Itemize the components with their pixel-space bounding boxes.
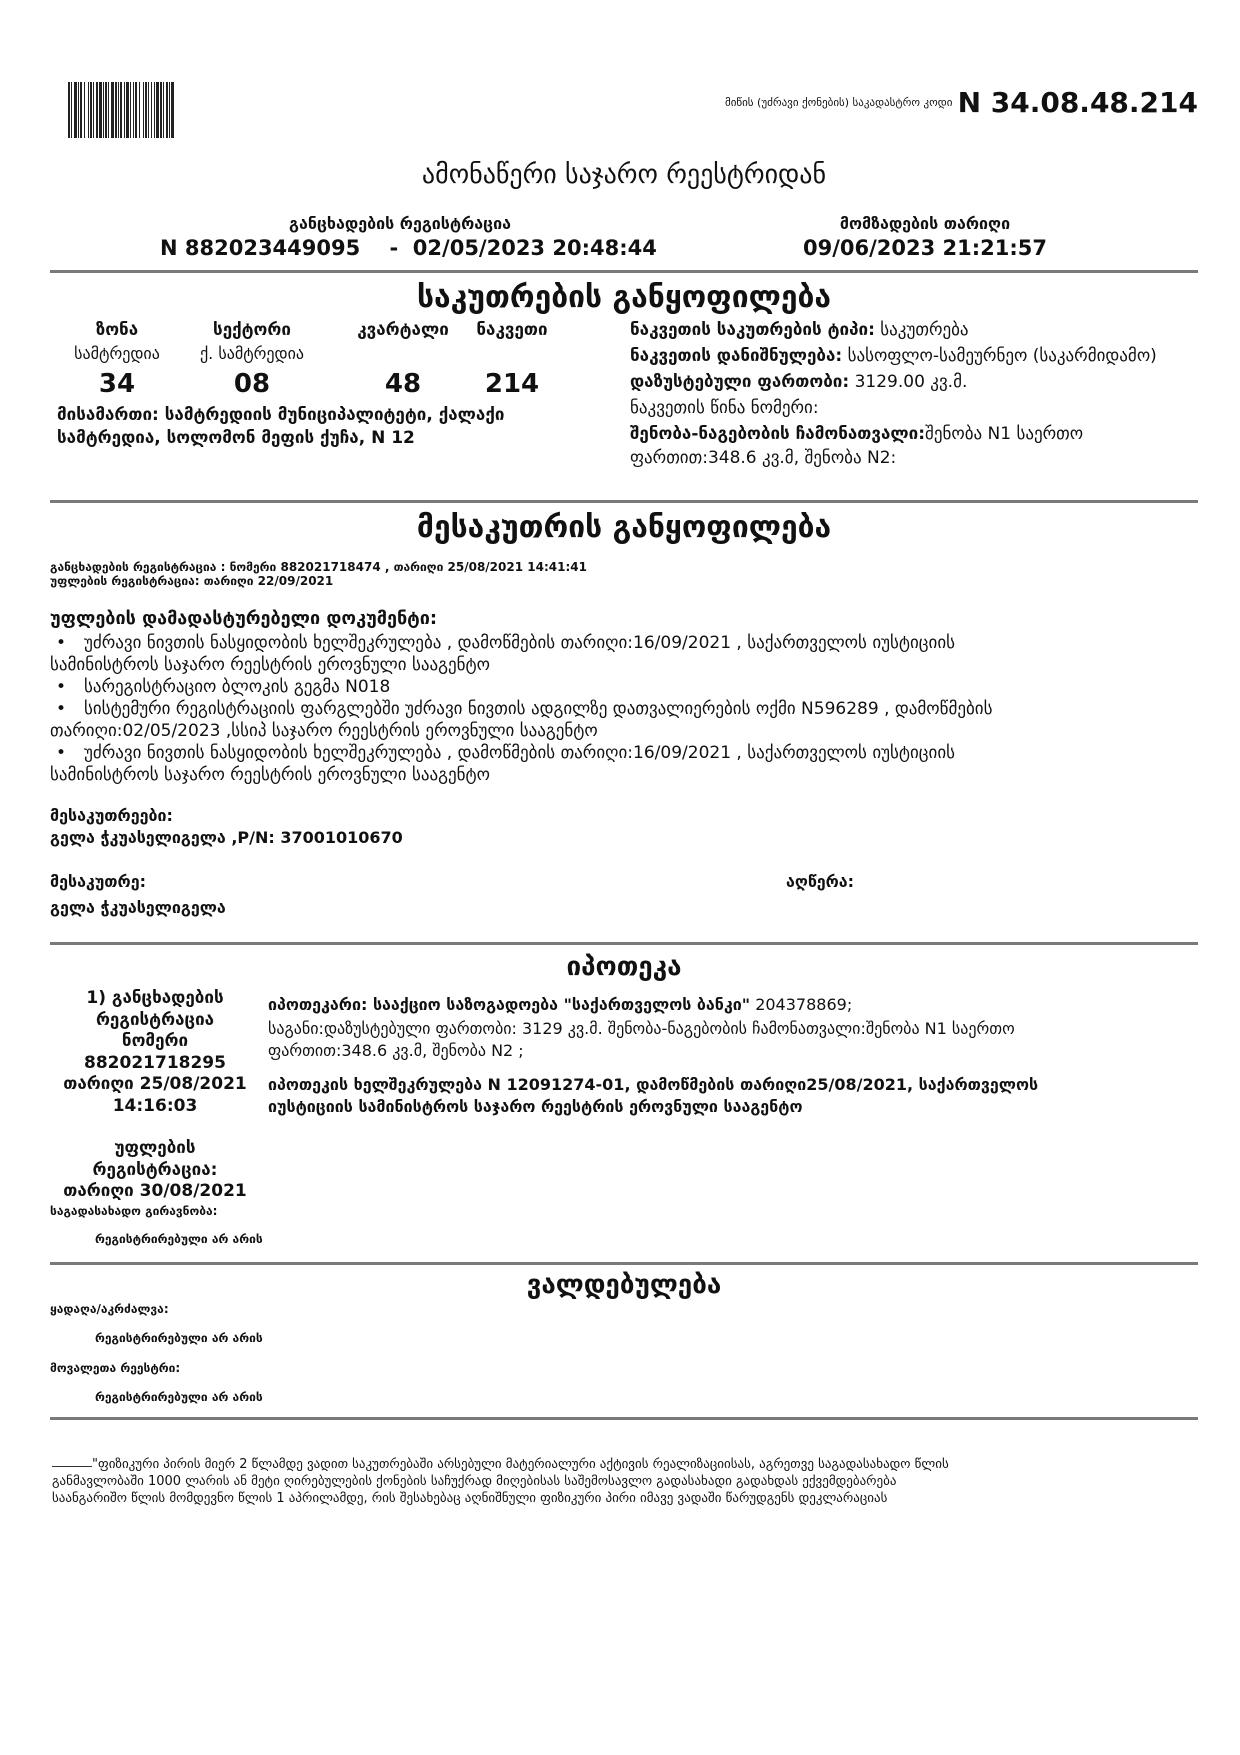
parcel-header: ნაკვეთი — [476, 320, 548, 340]
mortgage-details — [268, 994, 1068, 1118]
seizure-value: რეგისტრირებული არ არის — [95, 1331, 263, 1345]
sector-code: 08 — [233, 369, 271, 399]
zone-header: ზონა — [95, 320, 139, 340]
document-item: • სარეგისტრაციო ბლოკის გეგმა N018 — [50, 676, 1050, 698]
parcel-name — [462, 340, 562, 364]
quarter-header: კვარტალი — [357, 320, 449, 340]
property-section-title: საკუთრების განყოფილება — [416, 280, 832, 315]
obligations-section-title: ვალდებულება — [526, 1270, 722, 1300]
barcode-bar — [174, 82, 176, 138]
footer-line: "ფიზიკური პირის მიერ 2 წლამდე ვადით საკუთრებაში არსებული მატერიალური აქტივის რეალიზაციისას, აგრეთვე საგადასახადო წლის — [92, 1457, 949, 1472]
zone-code: 34 — [98, 369, 136, 399]
mortgage-app-time: 14:16:03 — [112, 1095, 198, 1116]
mortgagee-id: 204378869; — [750, 995, 853, 1014]
purpose-value: სასოფლო-სამეურნეო (საკარმიდამო) — [847, 346, 1157, 366]
parcel-column — [462, 320, 562, 404]
application-registration-line: განცხადების რეგისტრაცია : ნომერი 882021718474 , თარიღი 25/08/2021 14:41:41 — [50, 560, 587, 574]
parcel-code: 214 — [484, 369, 540, 399]
ownership-type-label: ნაკვეთის საკუთრების ტიპი: — [630, 320, 875, 340]
mortgage-app-line: რეგისტრაცია — [95, 1009, 215, 1030]
mortgage-app-line: 1) განცხადების — [86, 988, 224, 1008]
right-reg-date: თარიღი 30/08/2021 — [63, 1181, 247, 1201]
divider — [50, 1417, 1198, 1420]
sector-column — [182, 320, 322, 404]
mortgage-app-number: 882021718295 — [84, 1052, 226, 1073]
zone-column — [57, 320, 177, 404]
purpose-label: ნაკვეთის დანიშნულება: — [630, 346, 843, 366]
tax-lien-label: საგადასახადო გირავნობა: — [50, 1204, 218, 1218]
previous-number-label: ნაკვეთის წინა ნომერი: — [630, 398, 819, 418]
right-registration-line: უფლების რეგისტრაცია: თარიღი 22/09/2021 — [50, 574, 334, 588]
quarter-column — [338, 320, 468, 404]
right-reg-line: უფლების — [114, 1138, 196, 1158]
mortgage-right-registration — [50, 1138, 260, 1203]
zone-name: სამტრედია — [74, 344, 160, 363]
owner-registration-info — [50, 560, 587, 588]
ownership-type-value: საკუთრება — [880, 320, 969, 340]
debtors-registry-label: მოვალეთა რეესტრი: — [50, 1361, 181, 1375]
buildings-value: შენობა N1 საერთო ფართით:348.6 კვ.მ, შენობა N2: — [630, 424, 1084, 468]
address: მისამართი: სამტრედიის მუნიციპალიტეტი, ქალაქი სამტრედია, სოლომონ მეფის ქუჩა, N 12 — [57, 405, 505, 448]
cadastral-code: N 34.08.48.214 — [957, 86, 1198, 119]
footer-line: საანგარიშო წლის მომდევნო წლის 1 აპრილამდე, რის შესახებაც აღნიშნული ფიზიკური პირი იმავე ვადაში წარუდგენს დეკლარაციას — [52, 1491, 888, 1506]
sector-header: სექტორი — [213, 320, 291, 340]
mortgage-application-block — [50, 988, 260, 1117]
mortgagee-label: იპოთეკარი — [268, 995, 361, 1014]
sector-name: ქ. სამტრედია — [199, 344, 305, 363]
cadastral-code-label: მიწის (უძრავი ქონების) საკადასტრო კოდი — [724, 96, 953, 109]
debtors-registry-value: რეგისტრირებული არ არის — [95, 1390, 263, 1404]
owners-name: გელა ჭკუასელიგელა ,P/N: 37001010670 — [50, 828, 403, 847]
right-reg-line: რეგისტრაცია: — [92, 1159, 218, 1180]
tax-lien-value: რეგისტრირებული არ არის — [95, 1232, 263, 1246]
property-details — [630, 318, 1190, 470]
document-item: • სისტემური რეგისტრაციის ფარგლებში უძრავი ნივთის ადგილზე დათვალიერების ოქმი N596289 , დამოწმების თარიღი:02/05/2023 ,სსიპ საჯარო რეესტრის ეროვნული სააგენტო — [50, 698, 1050, 742]
footer-note — [52, 1456, 1202, 1507]
owner-label: მესაკუთრე: — [50, 872, 146, 891]
document-item: • უძრავი ნივთის ნასყიდობის ხელშეკრულება , დამოწმების თარიღი:16/09/2021 , საქართველოს იუსტიციის სამინისტროს საჯარო რეესტრის ეროვნული სააგენტო — [50, 632, 1050, 676]
divider — [50, 1262, 1198, 1265]
mortgagee-value: : სააქციო საზოგადოება "საქართველოს ბანკი" — [360, 995, 751, 1014]
mortgage-contract: იპოთეკის ხელშეკრულება N 12091274-01, დამოწმების თარიღი25/08/2021, საქართველოს იუსტიციის სამინისტროს საჯარო რეესტრის ეროვნული სააგენტო — [268, 1075, 1039, 1116]
prepared-date-value: 09/06/2023 21:21:57 — [802, 236, 1047, 260]
description-label: აღწერა: — [786, 872, 855, 891]
owners-label: მესაკუთრეები: — [50, 806, 173, 825]
application-value: N 882023449095 - 02/05/2023 20:48:44 — [160, 236, 657, 260]
divider — [50, 942, 1198, 945]
documents-list — [50, 632, 1050, 786]
owners-value — [50, 828, 403, 847]
owner-value: გელა ჭკუასელიგელა — [50, 898, 226, 917]
documents-label: უფლების დამადასტურებელი დოკუმენტი: — [50, 608, 438, 629]
divider — [50, 270, 1198, 273]
seizure-label: ყადაღა/აკრძალვა: — [50, 1302, 169, 1316]
quarter-code: 48 — [384, 369, 422, 399]
cadastral-code-block — [608, 86, 1198, 119]
footer-line: განმავლობაში 1000 ლარის ან მეტი ღირებულების ქონების საჩუქრად მიღებისას საშემოსავლო გადასახადი გადახდას ექვემდებარება — [52, 1474, 897, 1489]
buildings-label: შენობა-ნაგებობის ჩამონათვალი: — [630, 424, 926, 444]
area-value: 3129.00 კვ.მ. — [854, 372, 968, 392]
mortgage-section-title: იპოთეკა — [566, 952, 682, 982]
quarter-name — [338, 340, 468, 364]
area-label: დაზუსტებული ფართობი: — [630, 372, 850, 392]
owner-section-title: მესაკუთრის განყოფილება — [416, 510, 832, 545]
mortgage-app-line: ნომერი — [121, 1031, 189, 1051]
barcode — [68, 82, 263, 138]
application-label: განცხადების რეგისტრაცია — [289, 214, 511, 233]
mortgage-subject: საგანი:დაზუსტებული ფართობი: 3129 კვ.მ. შენობა-ნაგებობის ჩამონათვალი:შენობა N1 საერთო ფართით:348.6 კვ.მ, შენობა N2 ; — [268, 1019, 1015, 1060]
divider — [50, 500, 1198, 503]
document-item: • უძრავი ნივთის ნასყიდობის ხელშეკრულება , დამოწმების თარიღი:16/09/2021 , საქართველოს იუსტიციის სამინისტროს საჯარო რეესტრის ეროვნული სააგენტო — [50, 742, 1050, 786]
document-title: ამონაწერი საჯარო რეესტრიდან — [421, 160, 827, 190]
prepared-date-label: მომზადების თარიღი — [839, 214, 1011, 233]
mortgage-app-date: თარიღი 25/08/2021 — [63, 1074, 247, 1094]
